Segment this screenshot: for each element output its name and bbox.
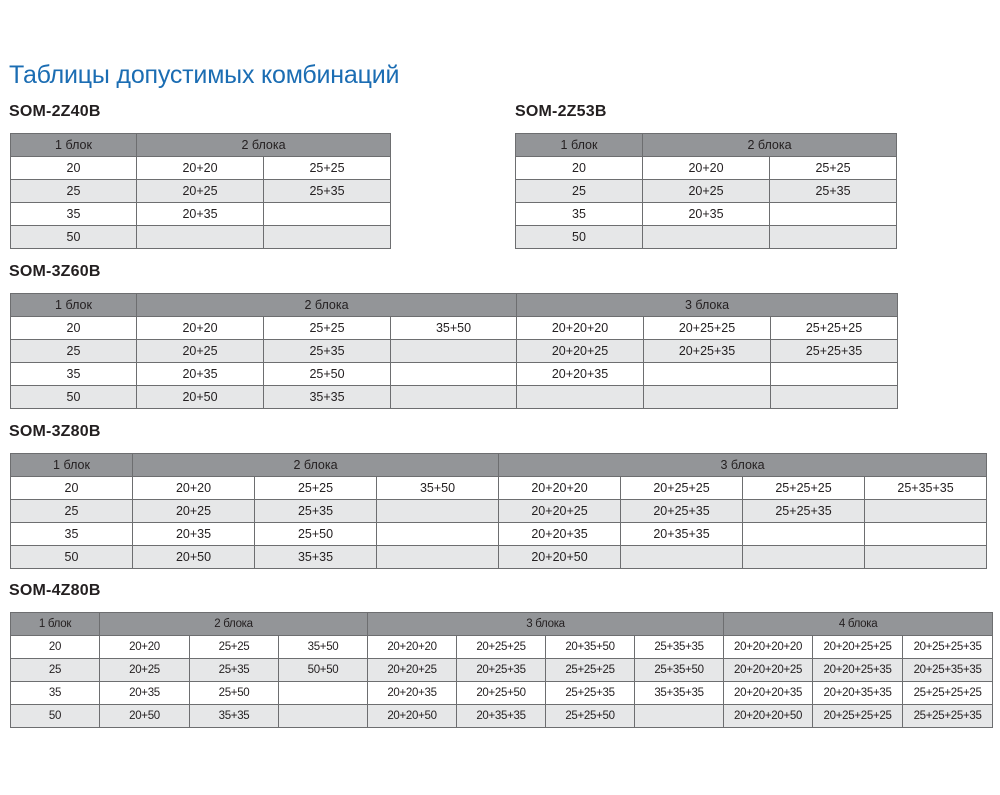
combination-cell xyxy=(391,386,517,409)
combination-cell: 20+20 xyxy=(137,317,264,340)
table-row xyxy=(11,317,898,340)
combination-cell xyxy=(621,546,743,569)
combination-cell: 25+25 xyxy=(255,477,377,500)
combination-cell: 20+25+25+25 xyxy=(813,705,903,728)
combination-cell: 20+25+25 xyxy=(621,477,743,500)
table-row xyxy=(11,523,987,546)
combination-cell: 25+25+25 xyxy=(546,659,635,682)
combination-cell: 25+35+35 xyxy=(635,636,724,659)
table-row xyxy=(11,203,391,226)
combo-table-som-3z60b xyxy=(10,293,898,409)
combination-cell: 25+25 xyxy=(190,636,279,659)
combination-cell xyxy=(743,546,865,569)
table-row xyxy=(516,203,897,226)
single-block-cell: 35 xyxy=(11,203,137,226)
table-row xyxy=(11,546,987,569)
single-block-cell: 50 xyxy=(11,386,137,409)
combination-cell: 20+35+35 xyxy=(457,705,546,728)
combination-cell xyxy=(517,386,644,409)
combination-cell xyxy=(771,386,898,409)
single-block-cell: 50 xyxy=(11,705,100,728)
combination-cell: 25+50 xyxy=(190,682,279,705)
table-row xyxy=(11,226,391,249)
combination-cell: 20+25 xyxy=(137,180,264,203)
column-group-header: 2 блока xyxy=(137,294,517,317)
combination-cell: 20+20+25+25 xyxy=(813,636,903,659)
combination-cell: 20+25+35 xyxy=(621,500,743,523)
combination-cell: 20+25+35+35 xyxy=(903,659,993,682)
column-group-header: 2 блока xyxy=(133,454,499,477)
combination-cell: 20+35 xyxy=(643,203,770,226)
combination-cell xyxy=(865,523,987,546)
model-label-som-4z80b: SOM-4Z80B xyxy=(9,582,101,599)
table-row xyxy=(11,659,993,682)
table-row xyxy=(11,180,391,203)
combination-cell xyxy=(279,682,368,705)
combination-cell: 35+35 xyxy=(190,705,279,728)
header-row xyxy=(11,294,898,317)
single-block-cell: 25 xyxy=(11,500,133,523)
combination-cell: 20+35 xyxy=(137,203,264,226)
combination-cell: 25+25+35 xyxy=(743,500,865,523)
combination-cell: 35+35 xyxy=(264,386,391,409)
single-block-cell: 35 xyxy=(516,203,643,226)
column-group-header: 2 блока xyxy=(643,134,897,157)
column-group-header: 1 блок xyxy=(11,134,137,157)
single-block-cell: 20 xyxy=(11,636,100,659)
combination-cell: 20+20+25 xyxy=(368,659,457,682)
combination-cell: 20+25+25 xyxy=(644,317,771,340)
single-block-cell: 50 xyxy=(11,546,133,569)
combination-cell xyxy=(264,203,391,226)
combination-cell: 25+35 xyxy=(190,659,279,682)
header-row xyxy=(11,454,987,477)
combination-cell xyxy=(644,386,771,409)
column-group-header: 4 блока xyxy=(724,613,993,636)
table-row xyxy=(516,180,897,203)
table-row xyxy=(11,363,898,386)
combination-cell: 20+20+25 xyxy=(499,500,621,523)
header-row xyxy=(516,134,897,157)
column-group-header: 1 блок xyxy=(516,134,643,157)
header-row xyxy=(11,134,391,157)
single-block-cell: 20 xyxy=(11,157,137,180)
single-block-cell: 25 xyxy=(516,180,643,203)
combination-cell: 20+20+35 xyxy=(517,363,644,386)
combination-cell: 20+25 xyxy=(133,500,255,523)
single-block-cell: 20 xyxy=(11,317,137,340)
combination-cell: 20+20+20 xyxy=(368,636,457,659)
combination-cell xyxy=(770,203,897,226)
single-block-cell: 50 xyxy=(11,226,137,249)
combination-cell: 20+25 xyxy=(100,659,190,682)
column-group-header: 3 блока xyxy=(368,613,724,636)
combo-table-som-2z40b xyxy=(10,133,391,249)
combination-cell: 25+25 xyxy=(770,157,897,180)
single-block-cell: 20 xyxy=(11,477,133,500)
combination-cell: 35+50 xyxy=(377,477,499,500)
combo-table-som-2z53b xyxy=(515,133,897,249)
combination-cell: 25+25+25+35 xyxy=(903,705,993,728)
combination-cell: 20+35+35 xyxy=(621,523,743,546)
combination-cell xyxy=(643,226,770,249)
combination-cell: 35+35+35 xyxy=(635,682,724,705)
combination-cell xyxy=(770,226,897,249)
combination-cell xyxy=(377,523,499,546)
combination-cell: 20+20+20+20 xyxy=(724,636,813,659)
combination-cell: 20+20+35 xyxy=(368,682,457,705)
combination-cell xyxy=(279,705,368,728)
combination-cell: 20+35 xyxy=(133,523,255,546)
table-row xyxy=(11,477,987,500)
column-group-header: 2 блока xyxy=(100,613,368,636)
combination-cell: 25+35+50 xyxy=(635,659,724,682)
table-row xyxy=(11,682,993,705)
combination-cell xyxy=(743,523,865,546)
combo-table-som-3z80b xyxy=(10,453,987,569)
column-group-header: 2 блока xyxy=(137,134,391,157)
combination-cell: 20+20+35 xyxy=(499,523,621,546)
combination-cell: 20+25 xyxy=(137,340,264,363)
combination-cell: 25+35 xyxy=(255,500,377,523)
combination-cell: 20+20+20 xyxy=(499,477,621,500)
page-title: Таблицы допустимых комбинаций xyxy=(9,61,400,89)
combination-cell: 20+20+35+35 xyxy=(813,682,903,705)
combination-cell: 20+35 xyxy=(100,682,190,705)
combination-cell: 35+35 xyxy=(255,546,377,569)
combination-cell: 20+35 xyxy=(137,363,264,386)
column-group-header: 3 блока xyxy=(499,454,987,477)
single-block-cell: 25 xyxy=(11,659,100,682)
combination-cell: 20+20+20+25 xyxy=(724,659,813,682)
combination-cell: 35+50 xyxy=(279,636,368,659)
combination-cell: 20+20+50 xyxy=(368,705,457,728)
combination-cell: 20+20+25+35 xyxy=(813,659,903,682)
table-row xyxy=(11,636,993,659)
column-group-header: 1 блок xyxy=(11,613,100,636)
combination-cell xyxy=(377,546,499,569)
model-label-som-2z53b: SOM-2Z53B xyxy=(515,103,607,120)
single-block-cell: 25 xyxy=(11,180,137,203)
combination-cell: 20+50 xyxy=(133,546,255,569)
column-group-header: 1 блок xyxy=(11,454,133,477)
combination-cell: 20+20 xyxy=(133,477,255,500)
combination-cell: 35+50 xyxy=(391,317,517,340)
model-label-som-2z40b: SOM-2Z40B xyxy=(9,103,101,120)
combination-cell xyxy=(771,363,898,386)
combination-cell xyxy=(137,226,264,249)
combination-cell: 20+50 xyxy=(100,705,190,728)
table-row xyxy=(516,157,897,180)
combination-cell: 20+25+50 xyxy=(457,682,546,705)
combination-cell xyxy=(391,363,517,386)
combination-cell: 25+25+25+25 xyxy=(903,682,993,705)
combination-cell: 25+25+50 xyxy=(546,705,635,728)
table-row xyxy=(11,705,993,728)
combination-cell: 50+50 xyxy=(279,659,368,682)
combination-cell xyxy=(644,363,771,386)
column-group-header: 3 блока xyxy=(517,294,898,317)
combination-cell: 25+35 xyxy=(770,180,897,203)
combination-cell xyxy=(865,546,987,569)
combination-cell: 20+20 xyxy=(100,636,190,659)
combination-cell: 20+50 xyxy=(137,386,264,409)
column-group-header: 1 блок xyxy=(11,294,137,317)
combination-cell: 20+20 xyxy=(137,157,264,180)
combination-cell: 20+25+35 xyxy=(644,340,771,363)
combination-cell: 20+20+20 xyxy=(517,317,644,340)
combination-cell: 20+20+25 xyxy=(517,340,644,363)
combination-cell: 20+25 xyxy=(643,180,770,203)
combination-cell xyxy=(377,500,499,523)
model-label-som-3z60b: SOM-3Z60B xyxy=(9,263,101,280)
combination-cell: 25+25+25 xyxy=(771,317,898,340)
table-row xyxy=(11,500,987,523)
combination-cell: 25+50 xyxy=(255,523,377,546)
single-block-cell: 20 xyxy=(516,157,643,180)
combination-cell: 20+20+20+50 xyxy=(724,705,813,728)
combination-cell: 20+20+20+35 xyxy=(724,682,813,705)
combination-cell: 25+35 xyxy=(264,180,391,203)
combination-cell: 20+20 xyxy=(643,157,770,180)
combination-cell xyxy=(865,500,987,523)
combination-cell: 20+20+50 xyxy=(499,546,621,569)
table-row xyxy=(516,226,897,249)
combination-cell: 25+25+35 xyxy=(771,340,898,363)
combo-table-som-4z80b xyxy=(10,612,993,728)
single-block-cell: 35 xyxy=(11,523,133,546)
single-block-cell: 35 xyxy=(11,682,100,705)
single-block-cell: 25 xyxy=(11,340,137,363)
combination-cell: 25+25 xyxy=(264,317,391,340)
combination-cell xyxy=(391,340,517,363)
model-label-som-3z80b: SOM-3Z80B xyxy=(9,423,101,440)
combination-cell: 25+25 xyxy=(264,157,391,180)
combination-cell: 25+25+35 xyxy=(546,682,635,705)
combination-cell xyxy=(635,705,724,728)
combination-cell: 25+35+35 xyxy=(865,477,987,500)
combination-cell: 25+35 xyxy=(264,340,391,363)
header-row xyxy=(11,613,993,636)
table-row xyxy=(11,386,898,409)
combination-cell: 20+35+50 xyxy=(546,636,635,659)
table-row xyxy=(11,340,898,363)
combination-cell: 20+25+25+35 xyxy=(903,636,993,659)
combination-cell xyxy=(264,226,391,249)
combination-cell: 25+25+25 xyxy=(743,477,865,500)
combination-cell: 20+25+25 xyxy=(457,636,546,659)
combination-cell: 25+50 xyxy=(264,363,391,386)
single-block-cell: 50 xyxy=(516,226,643,249)
table-row xyxy=(11,157,391,180)
single-block-cell: 35 xyxy=(11,363,137,386)
combination-cell: 20+25+35 xyxy=(457,659,546,682)
